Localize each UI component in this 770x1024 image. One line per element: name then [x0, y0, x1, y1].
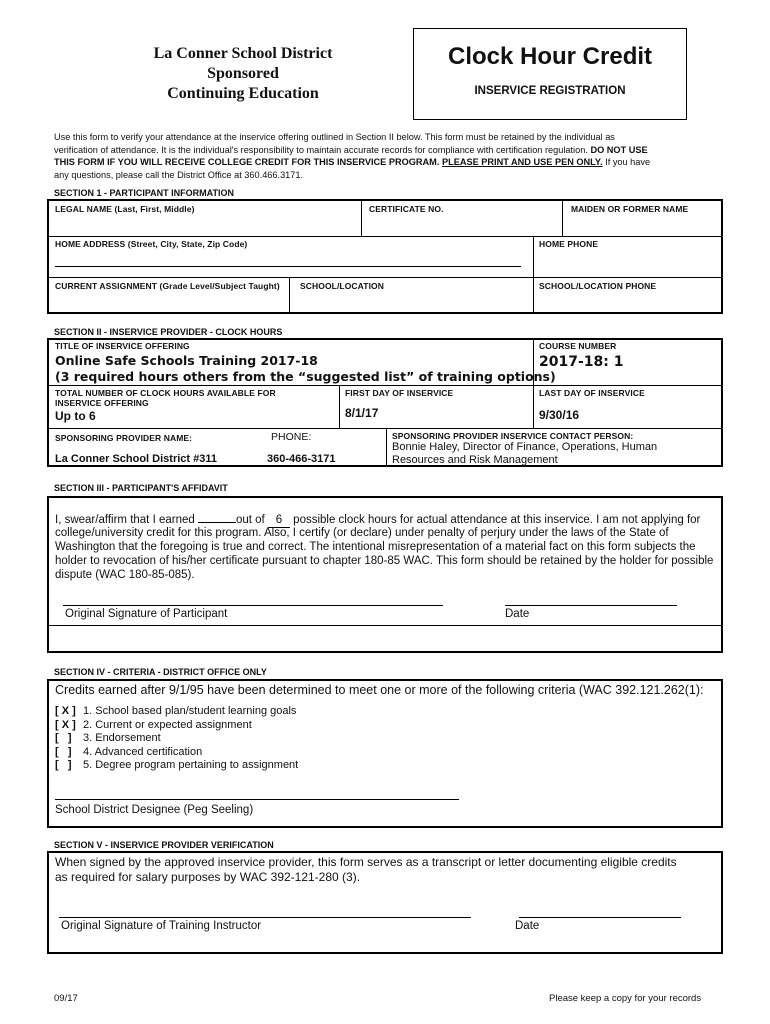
phone-value: 360-466-3171 — [267, 453, 336, 465]
total-hours-label-2: INSERVICE OFFERING — [55, 398, 149, 408]
contact-line-1: Bonnie Haley, Director of Finance, Operations, Human — [392, 441, 658, 453]
participant-signature-line[interactable] — [63, 605, 443, 606]
intro-line-3a: THIS FORM IF YOU WILL RECEIVE COLLEGE CREDIT FOR THIS INSERVICE PROGRAM. — [54, 157, 440, 167]
affidavit-text-c: possible clock hours for actual attendance at this inservice. I am not applying for — [293, 514, 701, 526]
criteria-text: 4. Advanced certification — [83, 745, 203, 758]
affidavit-text-a: I, swear/affirm that I earned — [55, 514, 195, 526]
criteria-intro: Credits earned after 9/1/95 have been determined to meet one or more of the following criteria (WAC 392.121.262(1): — [55, 683, 704, 697]
section4-box — [47, 679, 723, 828]
intro-line-1: Use this form to verify your attendance at the inservice offering outlined in Section II below. This form must be retained by the individual as — [54, 132, 615, 142]
section1-table — [47, 199, 723, 314]
intro-line-3c: If you have — [605, 157, 651, 167]
possible-hours-value: 6 — [268, 513, 290, 528]
provider-name-value: La Conner School District #311 — [55, 453, 217, 465]
form-version: 09/17 — [54, 993, 78, 1004]
intro-line-2 — [54, 144, 734, 157]
criteria-text: 2. Current or expected assignment — [83, 718, 252, 731]
home-phone-label: HOME PHONE — [539, 239, 599, 249]
district-line-2: Sponsored — [207, 65, 279, 82]
affidavit-line-5: dispute (WAC 180-85-085). — [55, 569, 195, 581]
verification-line-2: as required for salary purposes by WAC 392-121-280 (3). — [55, 870, 361, 884]
section1-heading: SECTION 1 - PARTICIPANT INFORMATION — [54, 188, 234, 198]
course-number-label: COURSE NUMBER — [539, 341, 617, 351]
intro-line-3 — [54, 156, 734, 169]
school-location-label: SCHOOL/LOCATION — [300, 281, 384, 291]
criteria-item — [55, 759, 298, 773]
criteria-text: 3. Endorsement — [83, 732, 161, 744]
contact-label: SPONSORING PROVIDER INSERVICE CONTACT PERSON: — [392, 431, 634, 441]
participant-date-line[interactable] — [505, 605, 677, 606]
criteria-checkbox[interactable]: [ ] — [55, 732, 72, 744]
title-label: TITLE OF INSERVICE OFFERING — [55, 341, 190, 351]
criteria-text: 5. Degree program pertaining to assignment — [83, 759, 299, 771]
criteria-text: 1. School based plan/student learning goals — [83, 705, 297, 717]
legal-name-label: LEGAL NAME (Last, First, Middle) — [55, 204, 195, 214]
district-line-1: La Conner School District — [153, 45, 333, 62]
instructor-signature-label: Original Signature of Training Instructor — [61, 920, 262, 932]
intro-line-3b: PLEASE PRINT AND USE PEN ONLY. — [441, 157, 603, 167]
current-assignment-label: CURRENT ASSIGNMENT (Grade Level/Subject Taught) — [55, 281, 280, 291]
provider-name-label: SPONSORING PROVIDER NAME: — [55, 433, 193, 443]
verification-line-1: When signed by the approved inservice provider, this form serves as a transcript or letter documenting eligible credits — [55, 855, 677, 869]
footer-note: Please keep a copy for your records — [549, 993, 702, 1004]
last-day-value: 9/30/16 — [539, 408, 580, 422]
criteria-item — [55, 719, 298, 733]
criteria-checkbox[interactable]: [ ] — [55, 745, 72, 758]
intro-line-2a: verification of attendance. It is the individual's responsibility to maintain accurate records for compliance with certification regulation. — [54, 144, 588, 155]
affidavit-text-b: out of — [235, 514, 265, 526]
section2-table — [47, 338, 723, 467]
instructor-signature-line[interactable] — [59, 917, 471, 918]
district-line-3: Continuing Education — [167, 85, 319, 102]
maiden-name-label: MAIDEN OR FORMER NAME — [571, 204, 689, 214]
criteria-checkbox[interactable]: [ X ] — [55, 705, 76, 717]
criteria-item — [55, 746, 298, 760]
instructor-date-label: Date — [515, 920, 540, 932]
criteria-checkbox[interactable]: [ ] — [55, 759, 72, 771]
earned-hours-blank[interactable] — [198, 512, 236, 523]
title-value-1: Online Safe Schools Training 2017-18 — [55, 353, 318, 368]
participant-date-label: Date — [505, 608, 530, 620]
intro-line-2b: DO NOT USE — [590, 144, 648, 155]
section3-heading: SECTION III - PARTICIPANT'S AFFIDAVIT — [54, 483, 228, 493]
affidavit-line-2: college/university credit for this program. Also, I certify (or declare) under penalty of perjury under the laws of the State of — [55, 527, 669, 539]
home-address-label: HOME ADDRESS (Street, City, State, Zip Code) — [55, 239, 248, 249]
total-hours-value: Up to 6 — [55, 409, 96, 423]
certificate-no-label: CERTIFICATE NO. — [369, 204, 444, 214]
criteria-list — [55, 705, 298, 773]
total-hours-label-1: TOTAL NUMBER OF CLOCK HOURS AVAILABLE FOR — [55, 388, 276, 398]
criteria-item — [55, 705, 298, 719]
course-number-value: 2017-18: 1 — [539, 354, 624, 370]
intro-line-4: any questions, please call the District Office at 360.466.3171. — [54, 169, 304, 180]
criteria-checkbox[interactable]: [ X ] — [55, 718, 76, 731]
first-day-label: FIRST DAY OF INSERVICE — [345, 388, 454, 398]
last-day-label: LAST DAY OF INSERVICE — [539, 388, 645, 398]
designee-label: School District Designee (Peg Seeling) — [55, 804, 254, 816]
school-phone-label: SCHOOL/LOCATION PHONE — [539, 281, 657, 291]
section2-heading: SECTION II - INSERVICE PROVIDER - CLOCK HOURS — [54, 327, 283, 337]
affidavit-line-3: Washington that the foregoing is true and correct. The intentional misrepresentation of a material fact on this form subjects the — [55, 541, 696, 553]
criteria-item — [55, 732, 298, 746]
district-heading — [130, 44, 356, 104]
affidavit-line-4: holder to revocation of his/her certificate pursuant to chapter 180-85 WAC. This form should be retained by the holder for possible — [55, 555, 714, 567]
instructor-date-line[interactable] — [519, 917, 681, 918]
participant-signature-label: Original Signature of Participant — [65, 608, 228, 620]
first-day-value: 8/1/17 — [345, 406, 379, 420]
section5-heading: SECTION V - INSERVICE PROVIDER VERIFICATION — [54, 840, 274, 850]
intro-text — [54, 131, 734, 181]
home-address-line[interactable] — [55, 266, 521, 267]
form-subtitle: INSERVICE REGISTRATION — [474, 85, 626, 97]
section3-box — [47, 496, 723, 653]
title-box — [413, 28, 687, 120]
section5-box — [47, 851, 723, 954]
designee-signature-line[interactable] — [55, 799, 459, 800]
phone-label: PHONE: — [271, 431, 312, 443]
section4-heading: SECTION IV - CRITERIA - DISTRICT OFFICE ONLY — [54, 667, 267, 677]
title-value-2: (3 required hours others from the “suggested list” of training options) — [55, 369, 556, 384]
contact-line-2: Resources and Risk Management — [392, 454, 558, 466]
form-title: Clock Hour Credit — [447, 43, 653, 70]
